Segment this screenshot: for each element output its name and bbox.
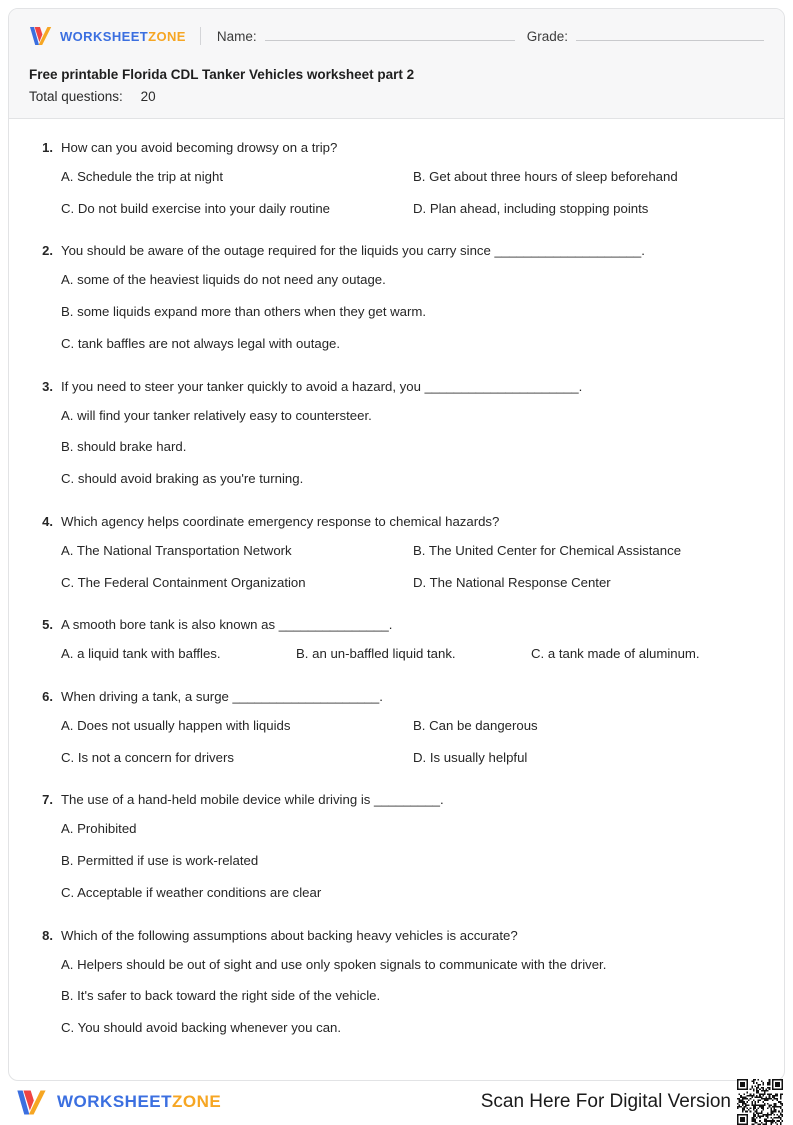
footer-brand-logo: [16, 1089, 221, 1116]
worksheet-footer: [8, 1082, 785, 1122]
answer-option[interactable]: D. Is usually helpful: [413, 749, 528, 765]
option-row: [61, 400, 762, 432]
grade-field[interactable]: [527, 29, 764, 44]
answer-option[interactable]: A. some of the heaviest liquids do not need any outage.: [61, 272, 386, 288]
question-item: [31, 688, 762, 773]
option-row: [61, 1012, 762, 1044]
footer-scan-group: [481, 1079, 783, 1125]
answer-option[interactable]: A. Does not usually happen with liquids: [61, 717, 291, 733]
question-item: [31, 513, 762, 598]
option-group: [31, 264, 762, 359]
question-item: [31, 139, 762, 224]
option-row: [61, 193, 762, 225]
name-field-label: Name:: [216, 28, 257, 44]
worksheetzone-w-logo-icon: [16, 1089, 48, 1116]
option-row: [61, 877, 762, 909]
answer-option[interactable]: B. an un-baffled liquid tank.: [296, 646, 456, 662]
option-row: [61, 431, 762, 463]
question-text: You should be aware of the outage required for the liquids you carry since ____________________.: [61, 243, 645, 259]
footer-brand-name-worksheet: WORKSHEET: [57, 1092, 172, 1111]
option-row: [61, 710, 762, 742]
answer-option[interactable]: B. some liquids expand more than others when they get warm.: [61, 304, 427, 320]
answer-option[interactable]: A. a liquid tank with baffles.: [61, 646, 221, 662]
answer-option[interactable]: C. should avoid braking as you're turning.: [61, 471, 304, 487]
answer-option[interactable]: C. tank baffles are not always legal with outage.: [61, 335, 341, 351]
total-questions-value: 20: [140, 89, 156, 104]
question-number: 2.: [42, 243, 53, 259]
question-number: 6.: [42, 689, 53, 704]
total-questions: [29, 89, 764, 104]
option-row: [61, 567, 762, 599]
option-row: [61, 264, 762, 296]
question-head: [31, 616, 762, 634]
question-item: [31, 242, 762, 359]
question-number: 3.: [42, 378, 53, 394]
answer-option[interactable]: B. Can be dangerous: [413, 717, 538, 733]
question-head: [31, 927, 762, 945]
question-text: The use of a hand-held mobile device while driving is _________.: [61, 792, 444, 808]
option-group: [31, 813, 762, 908]
footer-brand-name-zone: ZONE: [172, 1092, 222, 1111]
question-text: Which agency helps coordinate emergency response to chemical hazards?: [61, 513, 500, 529]
footer-brand-name: [57, 1092, 221, 1112]
question-head: [31, 242, 762, 260]
answer-option[interactable]: A. will find your tanker relatively easy to countersteer.: [61, 407, 372, 423]
worksheet-header: [9, 9, 784, 119]
option-row: [61, 845, 762, 877]
question-item: [31, 616, 762, 670]
option-row: [61, 535, 762, 567]
option-row: [61, 328, 762, 360]
answer-option[interactable]: A. Helpers should be out of sight and use only spoken signals to communicate with the driver.: [61, 956, 607, 972]
header-divider: [200, 27, 201, 45]
option-row: [61, 980, 762, 1012]
answer-option[interactable]: C. You should avoid backing whenever you can.: [61, 1020, 342, 1036]
option-row: [61, 949, 762, 981]
answer-option[interactable]: B. It's safer to back toward the right side of the vehicle.: [61, 988, 381, 1004]
option-group: [31, 400, 762, 495]
option-group: [31, 535, 762, 599]
answer-option[interactable]: C. a tank made of aluminum.: [531, 646, 700, 662]
question-item: [31, 927, 762, 1044]
question-text: If you need to steer your tanker quickly to avoid a hazard, you _____________________.: [61, 378, 583, 394]
answer-option[interactable]: A. Prohibited: [61, 821, 137, 837]
brand-logo: [29, 26, 186, 46]
answer-option[interactable]: C. Do not build exercise into your daily routine: [61, 200, 331, 216]
scan-label: Scan Here For Digital Version: [480, 1091, 731, 1112]
worksheetzone-w-logo-icon: [29, 26, 53, 46]
answer-option[interactable]: A. Schedule the trip at night: [61, 168, 224, 184]
option-row: [61, 161, 762, 193]
question-number: 8.: [42, 927, 53, 943]
option-group: [31, 638, 762, 670]
question-head: [31, 791, 762, 809]
question-text: How can you avoid becoming drowsy on a trip?: [61, 140, 338, 155]
answer-option[interactable]: D. The National Response Center: [413, 574, 611, 590]
brand-name-zone: ZONE: [148, 28, 186, 44]
answer-option[interactable]: B. The United Center for Chemical Assistance: [413, 542, 682, 558]
option-row: [61, 742, 762, 774]
question-number: 5.: [42, 617, 53, 633]
answer-option[interactable]: B. Get about three hours of sleep beforehand: [413, 168, 678, 184]
answer-option[interactable]: A. The National Transportation Network: [61, 542, 292, 558]
option-group: [31, 161, 762, 225]
qr-code-icon[interactable]: [737, 1079, 783, 1125]
answer-option[interactable]: B. Permitted if use is work-related: [61, 853, 259, 869]
option-row: [61, 463, 762, 495]
question-item: [31, 378, 762, 495]
answer-option[interactable]: C. Is not a concern for drivers: [61, 749, 234, 765]
answer-option[interactable]: C. Acceptable if weather conditions are clear: [61, 884, 322, 900]
name-field-rule[interactable]: [265, 29, 515, 41]
option-row: [61, 813, 762, 845]
name-field[interactable]: [217, 29, 515, 44]
question-head: [31, 378, 762, 396]
option-row: [61, 638, 762, 670]
question-number: 1.: [42, 140, 53, 155]
option-row: [61, 296, 762, 328]
option-group: [31, 949, 762, 1044]
question-number: 4.: [42, 513, 53, 529]
question-text: When driving a tank, a surge ____________________.: [61, 689, 383, 704]
question-text: A smooth bore tank is also known as _______________.: [61, 617, 393, 633]
worksheet-page: [8, 8, 785, 1081]
option-group: [31, 710, 762, 774]
header-top-row: [29, 23, 764, 49]
question-item: [31, 791, 762, 908]
question-head: [31, 139, 762, 157]
answer-option[interactable]: C. The Federal Containment Organization: [61, 574, 306, 590]
grade-field-rule[interactable]: [576, 29, 764, 41]
question-text: Which of the following assumptions about backing heavy vehicles is accurate?: [61, 927, 518, 943]
question-head: [31, 688, 762, 706]
brand-name-worksheet: WORKSHEET: [60, 28, 149, 44]
answer-option[interactable]: D. Plan ahead, including stopping points: [413, 200, 649, 216]
answer-option[interactable]: B. should brake hard.: [61, 439, 187, 455]
question-number: 7.: [42, 792, 53, 808]
question-head: [31, 513, 762, 531]
brand-name: [60, 29, 186, 44]
worksheet-title: Free printable Florida CDL Tanker Vehicles worksheet part 2: [29, 67, 415, 82]
grade-field-label: Grade:: [526, 28, 568, 44]
questions-list: [9, 119, 784, 1080]
total-questions-label: Total questions:: [29, 89, 123, 104]
